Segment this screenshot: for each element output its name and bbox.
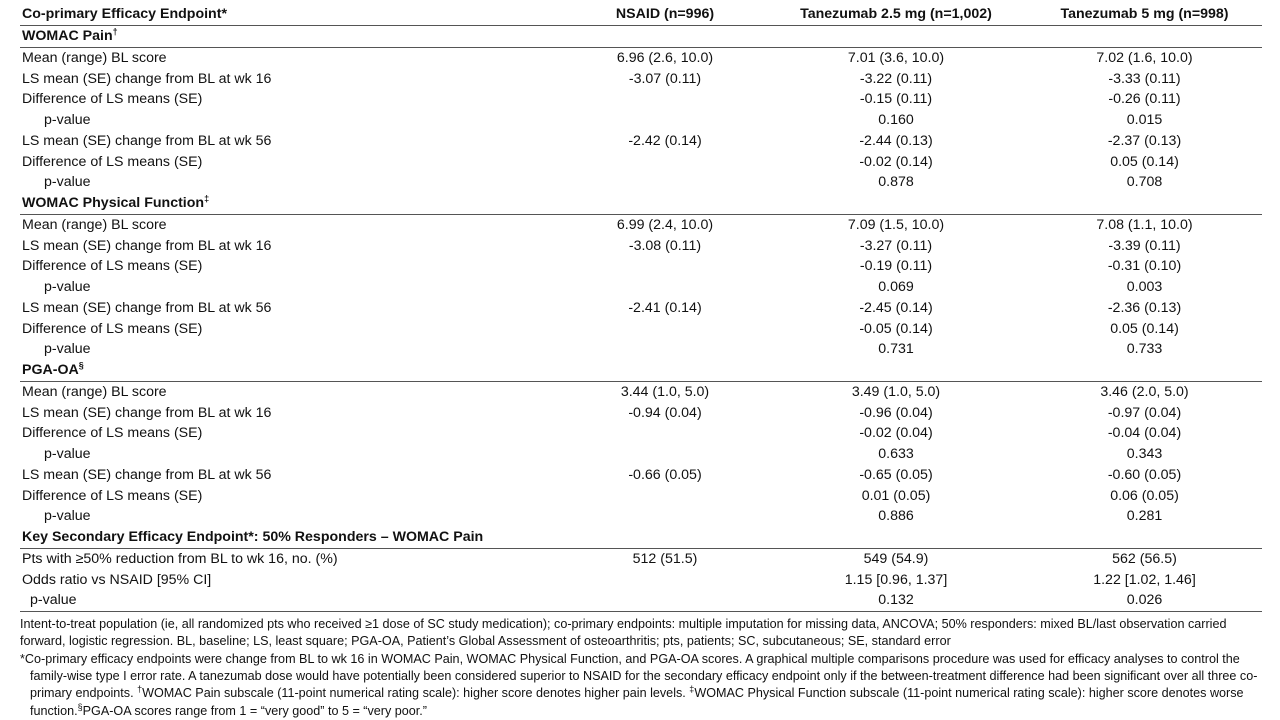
row-label: Difference of LS means (SE) xyxy=(22,487,203,504)
cell-nsaid: -2.42 (0.14) xyxy=(628,132,702,149)
cell-tanezumab-2-5: 7.01 (3.6, 10.0) xyxy=(765,47,1027,68)
cell-nsaid xyxy=(565,569,765,590)
cell-nsaid xyxy=(565,89,765,110)
header-tanezumab-5: Tanezumab 5 mg (n=998) xyxy=(1027,4,1262,25)
cell-tanezumab-2-5: -2.44 (0.13) xyxy=(859,132,933,149)
cell-tanezumab-5: -0.97 (0.04) xyxy=(1107,404,1182,421)
table-row xyxy=(20,110,1262,131)
table-row xyxy=(20,548,1262,569)
table-row xyxy=(20,318,1262,339)
cell-nsaid xyxy=(565,423,765,444)
table-row xyxy=(20,89,1262,110)
section-title xyxy=(20,527,1262,548)
cell-tanezumab-2-5: 0.878 xyxy=(878,174,914,191)
cell-tanezumab-2-5: 0.160 xyxy=(878,112,914,129)
cell-tanezumab-2-5: -0.15 (0.11) xyxy=(859,91,933,108)
footnote-dagger-mark: † xyxy=(137,684,143,695)
table-row xyxy=(20,339,1262,360)
row-label: p-value xyxy=(44,279,91,296)
footnote-section: PGA-OA scores range from 1 = “very good” to 5 = “very poor.” xyxy=(82,703,427,718)
cell-tanezumab-5: 0.343 xyxy=(1126,446,1163,463)
section-title-text: WOMAC Pain xyxy=(22,28,113,45)
cell-nsaid: 3.44 (1.0, 5.0) xyxy=(565,381,765,402)
cell-nsaid xyxy=(565,277,765,298)
table-row xyxy=(20,277,1262,298)
table-row xyxy=(20,151,1262,172)
row-label: Difference of LS means (SE) xyxy=(22,320,203,337)
cell-nsaid: -0.66 (0.05) xyxy=(628,466,702,483)
table-row xyxy=(20,298,1262,319)
cell-tanezumab-2-5: 7.09 (1.5, 10.0) xyxy=(765,214,1027,235)
cell-tanezumab-2-5: -0.96 (0.04) xyxy=(859,404,933,421)
row-label: p-value xyxy=(20,590,565,611)
footnote-ddagger: WOMAC Physical Function subscale (11-point numerical rating scale): higher score denotes worse function. xyxy=(30,686,1244,718)
section-title-text: WOMAC Physical Function xyxy=(22,195,205,212)
cell-tanezumab-2-5: -0.05 (0.14) xyxy=(859,320,933,337)
row-label: Pts with ≥50% reduction from BL to wk 16, no. (%) xyxy=(20,548,565,569)
row-label: p-value xyxy=(44,341,91,358)
row-label: Mean (range) BL score xyxy=(20,381,565,402)
cell-nsaid: -2.41 (0.14) xyxy=(628,299,702,316)
row-label: LS mean (SE) change from BL at wk 56 xyxy=(22,132,272,149)
cell-tanezumab-2-5: -0.02 (0.14) xyxy=(859,153,933,170)
cell-tanezumab-2-5: -0.65 (0.05) xyxy=(859,466,933,483)
cell-tanezumab-5: 0.708 xyxy=(1126,174,1163,191)
cell-tanezumab-5: 0.026 xyxy=(1027,590,1262,611)
section-title xyxy=(20,25,1262,47)
row-label: Mean (range) BL score xyxy=(20,47,565,68)
header-endpoint: Co-primary Efficacy Endpoint* xyxy=(20,4,565,25)
cell-nsaid: -3.07 (0.11) xyxy=(628,70,702,87)
cell-tanezumab-2-5: -2.45 (0.14) xyxy=(859,299,933,316)
row-label: p-value xyxy=(44,446,91,463)
section-row xyxy=(20,527,1262,548)
footnote-dagger: WOMAC Pain subscale (11-point numerical rating scale): higher score denotes higher pain levels. xyxy=(142,686,690,701)
header-tanezumab-2-5: Tanezumab 2.5 mg (n=1,002) xyxy=(765,4,1027,25)
cell-tanezumab-5: -3.33 (0.11) xyxy=(1108,70,1181,87)
table-row xyxy=(20,402,1262,423)
cell-tanezumab-2-5: -3.22 (0.11) xyxy=(859,70,933,87)
cell-nsaid: -3.08 (0.11) xyxy=(628,237,702,254)
cell-tanezumab-2-5: 3.49 (1.0, 5.0) xyxy=(765,381,1027,402)
cell-tanezumab-5: -0.60 (0.05) xyxy=(1107,466,1182,483)
row-label: Difference of LS means (SE) xyxy=(22,91,203,108)
section-row xyxy=(20,25,1262,47)
section-title xyxy=(20,193,1262,214)
table-row xyxy=(20,569,1262,590)
row-label: LS mean (SE) change from BL at wk 56 xyxy=(22,466,272,483)
section-title-text: PGA-OA xyxy=(22,362,79,379)
cell-tanezumab-2-5: -3.27 (0.11) xyxy=(859,237,933,254)
section-footnote-mark: † xyxy=(112,26,118,37)
table-row xyxy=(20,444,1262,465)
cell-tanezumab-5: -0.26 (0.11) xyxy=(1108,91,1181,108)
cell-nsaid: 6.96 (2.6, 10.0) xyxy=(565,47,765,68)
table-row xyxy=(20,214,1262,235)
cell-nsaid xyxy=(565,485,765,506)
row-label: p-value xyxy=(44,174,91,191)
cell-tanezumab-5: -2.37 (0.13) xyxy=(1107,132,1182,149)
row-label: LS mean (SE) change from BL at wk 16 xyxy=(22,70,272,87)
table-header-row xyxy=(20,4,1262,25)
cell-tanezumab-5: 0.05 (0.14) xyxy=(1110,320,1179,337)
table-row xyxy=(20,131,1262,152)
section-row xyxy=(20,360,1262,381)
cell-tanezumab-5: -2.36 (0.13) xyxy=(1107,299,1182,316)
cell-tanezumab-2-5: 549 (54.9) xyxy=(765,548,1027,569)
cell-nsaid xyxy=(565,590,765,611)
row-label: Difference of LS means (SE) xyxy=(22,153,203,170)
section-footnote-mark: ‡ xyxy=(204,193,210,204)
cell-tanezumab-5: 0.06 (0.05) xyxy=(1110,487,1179,504)
cell-nsaid xyxy=(565,444,765,465)
section-footnote-mark: § xyxy=(78,360,84,371)
table-row xyxy=(20,381,1262,402)
table-row xyxy=(20,506,1262,527)
cell-tanezumab-5: 0.281 xyxy=(1126,508,1163,525)
row-label: p-value xyxy=(44,112,91,129)
footnote-itt: Intent-to-treat population (ie, all randomized pts who received ≥1 dose of SC study medication); co-primary endpoints: multiple imputation for missing data, ANCOVA; 50% responders: mixed BL/last observation carried forward, logistic regression. BL, baseline; LS, least square; PGA-OA, Patient’s Global Assessment of osteoarthritis; pts, patients; SC, subcutaneous; SE, standard error xyxy=(20,616,1227,649)
section-title xyxy=(20,360,1262,381)
table-row xyxy=(20,465,1262,486)
row-label: LS mean (SE) change from BL at wk 16 xyxy=(22,237,272,254)
footnote-star: *Co-primary efficacy endpoints were change from BL to wk 16 in WOMAC Pain, WOMAC Physical Function, and PGA-OA scores. A graphical multiple comparisons procedure was used for efficacy analyses to control the family-wise type I error rate. A tanezumab dose would have potentially been considered superior to NSAID for the secondary efficacy endpoint only if the between-treatment difference had been significant over all three co-primary endpoints. xyxy=(20,651,1258,701)
cell-tanezumab-2-5: 0.132 xyxy=(765,590,1027,611)
table-row xyxy=(20,590,1262,611)
cell-tanezumab-5: 7.02 (1.6, 10.0) xyxy=(1027,47,1262,68)
cell-nsaid xyxy=(565,172,765,193)
row-label: Mean (range) BL score xyxy=(20,214,565,235)
cell-tanezumab-5: 562 (56.5) xyxy=(1027,548,1262,569)
footnote-ddagger-mark: ‡ xyxy=(689,684,695,695)
cell-nsaid xyxy=(565,506,765,527)
cell-tanezumab-2-5: -0.19 (0.11) xyxy=(859,258,933,275)
footnote-section-mark: § xyxy=(77,701,83,712)
cell-tanezumab-5: 1.22 [1.02, 1.46] xyxy=(1093,571,1196,588)
cell-tanezumab-5: 0.015 xyxy=(1126,112,1163,129)
footnote-definitions xyxy=(20,651,1262,720)
cell-tanezumab-2-5: 0.633 xyxy=(878,446,914,463)
table-body xyxy=(20,25,1262,611)
table-row xyxy=(20,172,1262,193)
cell-tanezumab-5: -3.39 (0.11) xyxy=(1108,237,1181,254)
row-label: Difference of LS means (SE) xyxy=(22,258,203,275)
cell-tanezumab-2-5: 0.01 (0.05) xyxy=(861,487,931,504)
cell-tanezumab-5: 0.733 xyxy=(1126,341,1163,358)
cell-tanezumab-5: -0.31 (0.10) xyxy=(1107,258,1182,275)
cell-tanezumab-5: 0.003 xyxy=(1126,279,1163,296)
table-row xyxy=(20,47,1262,68)
row-label: LS mean (SE) change from BL at wk 16 xyxy=(22,404,272,421)
footnotes xyxy=(20,616,1262,720)
cell-nsaid: 6.99 (2.4, 10.0) xyxy=(565,214,765,235)
cell-tanezumab-2-5: 0.731 xyxy=(878,341,914,358)
table-row xyxy=(20,256,1262,277)
table-row xyxy=(20,485,1262,506)
cell-nsaid: -0.94 (0.04) xyxy=(628,404,702,421)
header-nsaid: NSAID (n=996) xyxy=(565,4,765,25)
cell-tanezumab-5: -0.04 (0.04) xyxy=(1107,425,1182,442)
table-row xyxy=(20,235,1262,256)
cell-tanezumab-2-5: -0.02 (0.04) xyxy=(859,425,933,442)
row-label: LS mean (SE) change from BL at wk 56 xyxy=(22,299,272,316)
cell-nsaid xyxy=(565,110,765,131)
row-label: p-value xyxy=(44,508,91,525)
cell-nsaid: 512 (51.5) xyxy=(565,548,765,569)
cell-tanezumab-2-5: 1.15 [0.96, 1.37] xyxy=(844,571,948,588)
cell-nsaid xyxy=(565,256,765,277)
cell-nsaid xyxy=(565,318,765,339)
cell-tanezumab-2-5: 0.069 xyxy=(878,279,914,296)
efficacy-table xyxy=(20,4,1262,612)
cell-tanezumab-2-5: 0.886 xyxy=(878,508,914,525)
cell-nsaid xyxy=(565,151,765,172)
table-row xyxy=(20,68,1262,89)
row-label: Odds ratio vs NSAID [95% CI] xyxy=(22,571,212,588)
row-label: Difference of LS means (SE) xyxy=(22,425,203,442)
cell-tanezumab-5: 3.46 (2.0, 5.0) xyxy=(1027,381,1262,402)
section-row xyxy=(20,193,1262,214)
cell-tanezumab-5: 7.08 (1.1, 10.0) xyxy=(1027,214,1262,235)
section-title-text: Key Secondary Efficacy Endpoint*: 50% Responders – WOMAC Pain xyxy=(22,529,484,546)
table-row xyxy=(20,423,1262,444)
cell-tanezumab-5: 0.05 (0.14) xyxy=(1110,153,1179,170)
cell-nsaid xyxy=(565,339,765,360)
